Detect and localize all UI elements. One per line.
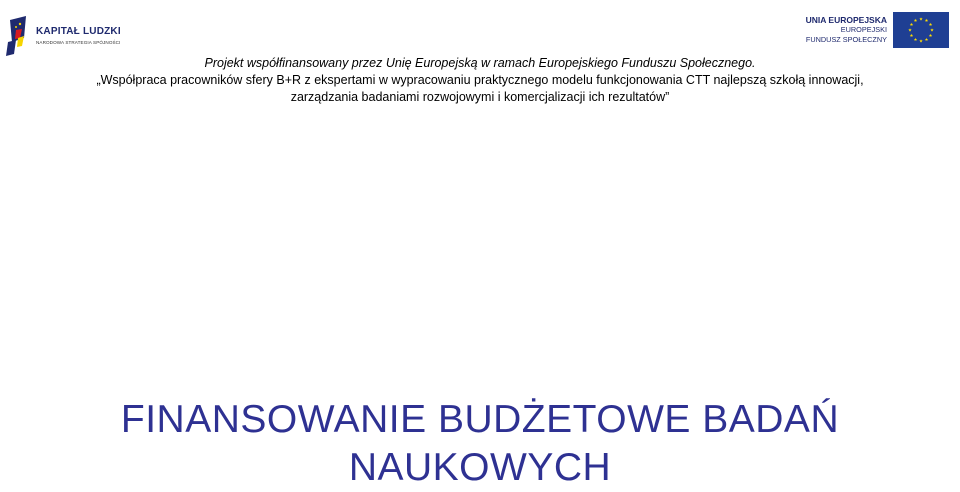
slide-title-line-1: FINANSOWANIE BUDŻETOWE BADAŃ bbox=[120, 398, 840, 441]
project-title-line-2: zarządzania badaniami rozwojowymi i komercjalizacji ich rezultatów” bbox=[290, 90, 670, 104]
project-header bbox=[0, 55, 960, 106]
slide-title-line-2: NAUKOWYCH bbox=[348, 446, 612, 489]
kapital-ludzki-logo bbox=[6, 16, 121, 56]
logo-title: KAPITAŁ LUDZKI bbox=[36, 26, 121, 37]
eu-logo bbox=[807, 10, 949, 50]
project-title-line-1: „Współpraca pracowników sfery B+R z ekspertami w wypracowaniu praktycznego modelu funkcjonowania CTT najlepszą szkołą innowacji, bbox=[96, 73, 864, 87]
eu-flag-icon bbox=[893, 12, 949, 48]
slide-title bbox=[0, 396, 960, 492]
eu-logo-text bbox=[806, 15, 887, 45]
eu-line-1: UNIA EUROPEJSKA bbox=[805, 15, 887, 25]
kapital-ludzki-emblem-icon bbox=[6, 16, 34, 56]
eu-line-3: FUNDUSZ SPOŁECZNY bbox=[805, 35, 887, 44]
funding-statement: Projekt współfinansowany przez Unię Europejską w ramach Europejskiego Funduszu Społecznego. bbox=[204, 56, 756, 70]
eu-line-2: EUROPEJSKI bbox=[840, 25, 887, 34]
logo-subtitle: NARODOWA STRATEGIA SPÓJNOŚCI bbox=[36, 40, 121, 45]
